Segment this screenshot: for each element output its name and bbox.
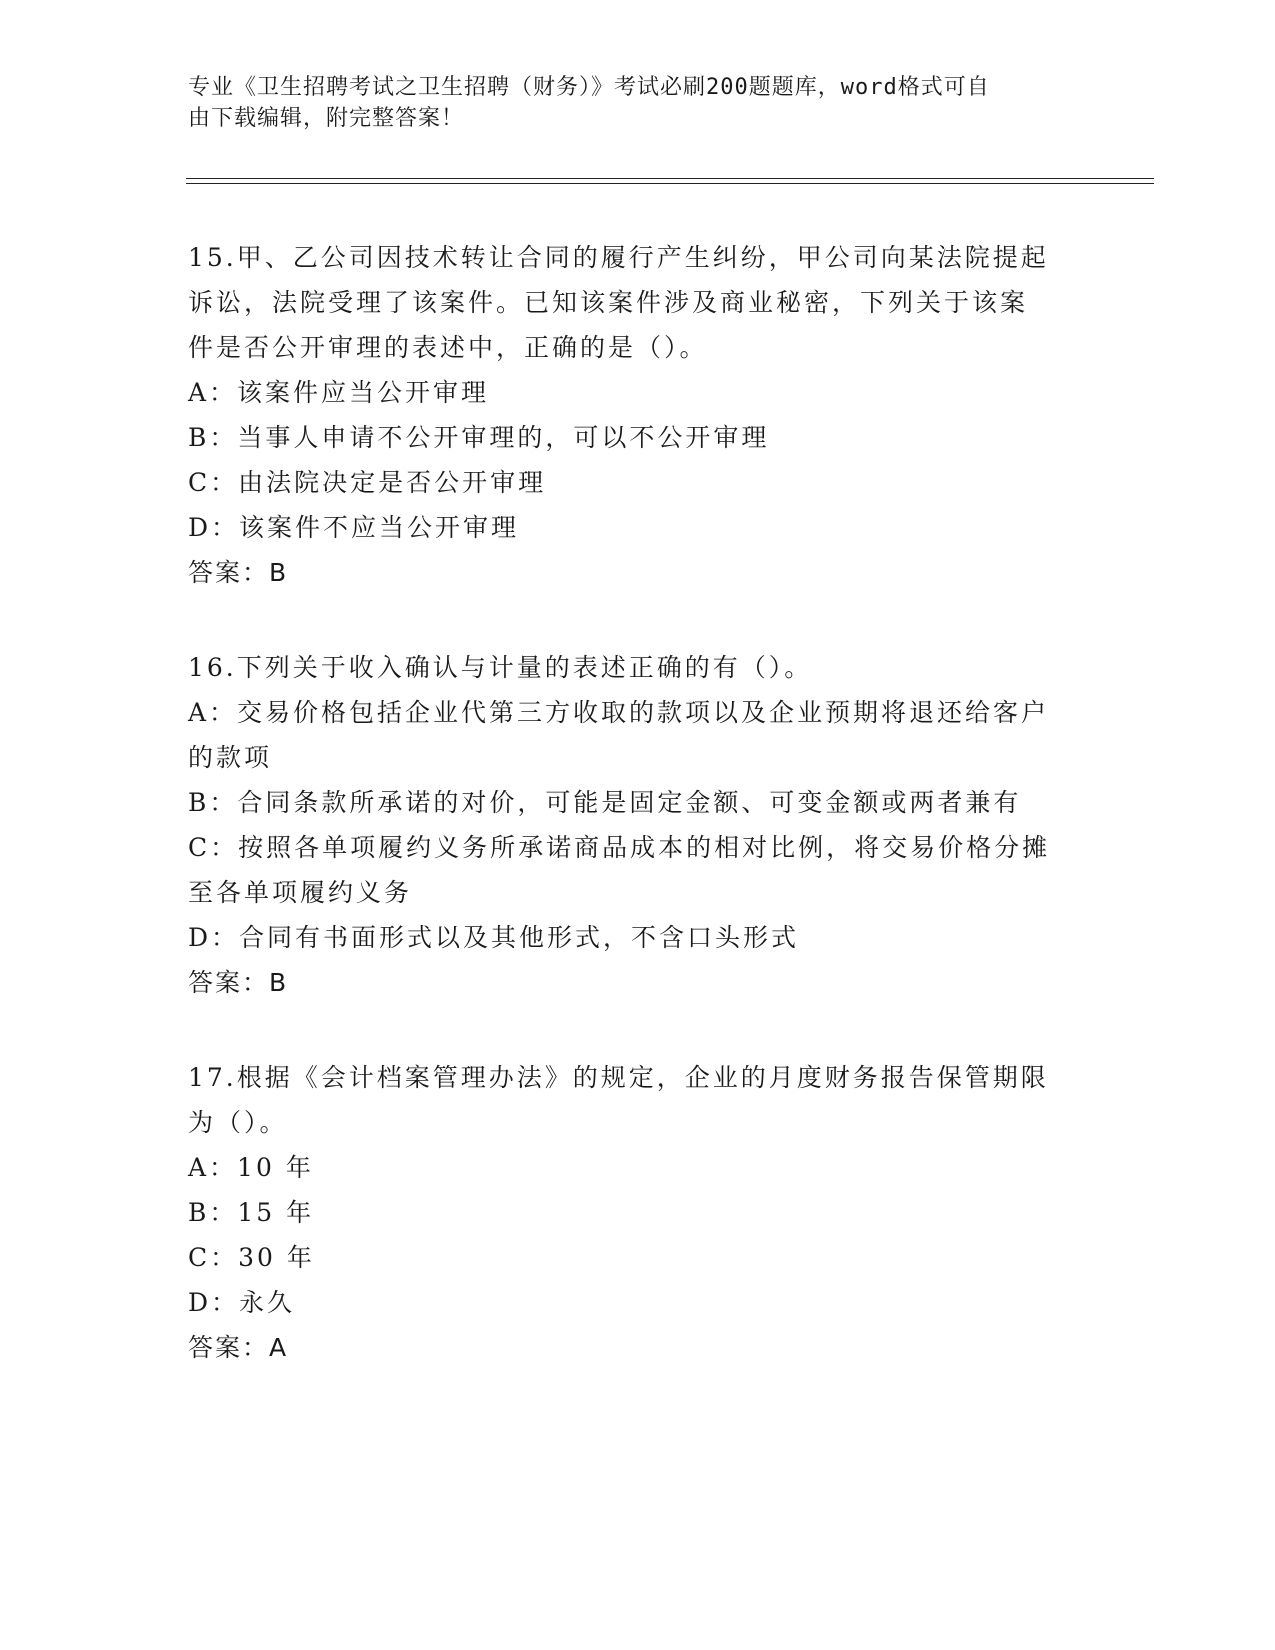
stem-line: 件是否公开审理的表述中，正确的是（）。 bbox=[188, 333, 708, 362]
option-b: B：15 年 bbox=[188, 1198, 315, 1227]
question-stem bbox=[188, 645, 1088, 690]
option-line: A：交易价格包括企业代第三方收取的款项以及企业预期将退还给客户 bbox=[188, 698, 1050, 727]
document-header bbox=[188, 72, 1068, 134]
option-line: 的款项 bbox=[188, 743, 273, 772]
option-c: C：由法院决定是否公开审理 bbox=[188, 468, 547, 497]
option-c: C：30 年 bbox=[188, 1243, 315, 1272]
question-stem bbox=[188, 235, 1088, 370]
question-17 bbox=[188, 1055, 1088, 1370]
option-d: D：该案件不应当公开审理 bbox=[188, 513, 520, 542]
option-d: D：合同有书面形式以及其他形式，不含口头形式 bbox=[188, 923, 800, 952]
option-d: D：永久 bbox=[188, 1288, 296, 1317]
option-line: C：按照各单项履约义务所承诺商品成本的相对比例，将交易价格分摊 bbox=[188, 833, 1051, 862]
option-line: 至各单项履约义务 bbox=[188, 878, 413, 907]
stem-line: 为（）。 bbox=[188, 1108, 288, 1137]
option-a: A：该案件应当公开审理 bbox=[188, 378, 490, 407]
stem-line: 诉讼，法院受理了该案件。已知该案件涉及商业秘密，下列关于该案 bbox=[188, 288, 1029, 317]
answer-label: 答案：A bbox=[188, 1333, 289, 1362]
question-stem bbox=[188, 1055, 1088, 1145]
header-line-2: 由下载编辑，附完整答案！ bbox=[188, 106, 465, 131]
header-divider-bottom bbox=[186, 183, 1154, 184]
option-a: A：10 年 bbox=[188, 1153, 314, 1182]
option-a bbox=[188, 690, 1088, 780]
answer-label: 答案：B bbox=[188, 968, 289, 997]
header-line-1: 专业《卫生招聘考试之卫生招聘（财务）》考试必刷200题题库，word格式可自 bbox=[188, 75, 990, 100]
option-b: B：当事人申请不公开审理的，可以不公开审理 bbox=[188, 423, 770, 452]
stem-line: 17.根据《会计档案管理办法》的规定，企业的月度财务报告保管期限 bbox=[188, 1063, 1049, 1092]
question-15 bbox=[188, 235, 1088, 595]
answer-label: 答案：B bbox=[188, 558, 289, 587]
stem-line: 16.下列关于收入确认与计量的表述正确的有（）。 bbox=[188, 653, 813, 682]
header-divider-top bbox=[186, 178, 1154, 179]
stem-line: 15.甲、乙公司因技术转让合同的履行产生纠纷，甲公司向某法院提起 bbox=[188, 243, 1049, 272]
option-c bbox=[188, 825, 1088, 915]
question-16 bbox=[188, 645, 1088, 1005]
option-b: B：合同条款所承诺的对价，可能是固定金额、可变金额或两者兼有 bbox=[188, 788, 1022, 817]
